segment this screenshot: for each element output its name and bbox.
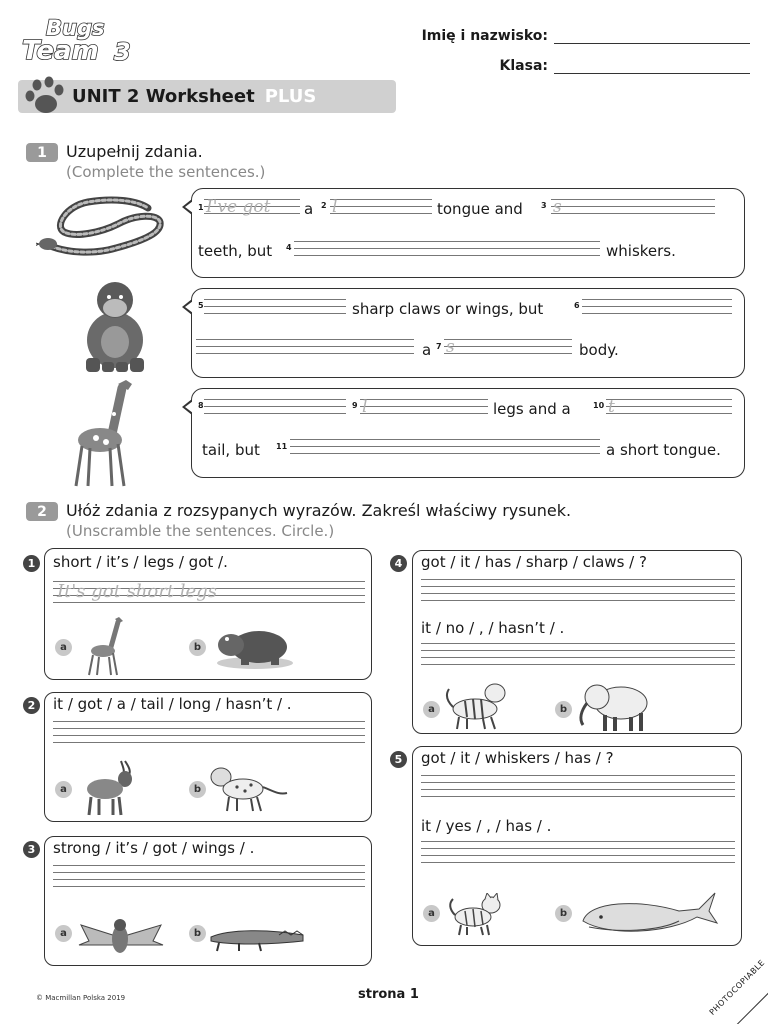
item-3-words: strong / it’s / got / wings / . [53, 839, 255, 857]
item-3-answer-lines[interactable] [53, 859, 365, 887]
text-tail-but: tail, but [202, 441, 260, 459]
item-1-box [44, 548, 372, 680]
exercise-2-subtitle: (Unscramble the sentences. Circle.) [66, 522, 335, 540]
item-1-giraffe-picture[interactable] [85, 615, 129, 677]
logo-team: Team [22, 36, 99, 66]
photocopiable-corner [658, 924, 768, 1024]
exercise-1-subtitle: (Complete the sentences.) [66, 163, 266, 181]
item-3-number: 3 [23, 841, 40, 858]
item-5-cat-picture[interactable] [445, 893, 505, 937]
class-line[interactable] [554, 60, 750, 74]
item-2-number: 2 [23, 697, 40, 714]
unit-title-bar [18, 80, 396, 113]
gap-2-hint: l [332, 197, 338, 217]
text-a: a [304, 200, 314, 218]
item-4-words-2: it / no / , / hasn’t / . [421, 619, 565, 637]
exercise-1-title: Uzupełnij zdania. [66, 142, 203, 161]
item-3-option-a[interactable]: a [55, 925, 72, 942]
gap-10-lines[interactable] [606, 393, 732, 414]
gap-3-lines[interactable] [551, 193, 715, 214]
gap-8-number: 8 [198, 401, 204, 410]
gap-1-number: 1 [198, 203, 204, 212]
gap-6-lines[interactable] [582, 293, 732, 314]
exercise-2-number: 2 [26, 502, 58, 521]
paw-icon [22, 76, 66, 116]
copyright: © Macmillan Polska 2019 [36, 994, 126, 1002]
item-5-option-b[interactable]: b [555, 905, 572, 922]
gap-5-lines[interactable] [204, 293, 346, 314]
gap-7-number: 7 [436, 342, 442, 351]
exercise-2-title: Ułóż zdania z rozsypanych wyrazów. Zakreśl właściwy rysunek. [66, 501, 572, 520]
item-1-option-a[interactable]: a [55, 639, 72, 656]
item-2-leopard-picture[interactable] [207, 763, 289, 813]
gap-7-hint: s [446, 337, 455, 357]
item-3-crocodile-picture[interactable] [209, 923, 305, 953]
gap-6-continued-lines[interactable] [196, 333, 414, 354]
sentence-box-gorilla [191, 288, 745, 378]
unit-title: UNIT 2 Worksheet [72, 86, 255, 107]
item-2-box [44, 692, 372, 822]
gap-3-hint: s [553, 197, 562, 217]
gap-3-number: 3 [541, 201, 547, 210]
item-4-box [412, 550, 742, 734]
gap-9-lines[interactable] [360, 393, 488, 414]
photocopiable-label: PHOTOCOPIABLE [707, 958, 767, 1017]
item-4-words: got / it / has / sharp / claws / ? [421, 553, 647, 571]
item-3-box [44, 836, 372, 966]
text-short-tongue: a short tongue. [606, 441, 721, 459]
logo-bugs: Bugs [46, 16, 105, 40]
class-field[interactable] [500, 58, 750, 74]
item-3-option-b[interactable]: b [189, 925, 206, 942]
item-2-words: it / got / a / tail / long / hasn’t / . [53, 695, 292, 713]
item-1-words: short / it’s / legs / got /. [53, 553, 228, 571]
exercise-1-number: 1 [26, 143, 58, 162]
gap-11-lines[interactable] [290, 433, 600, 454]
logo-number: 3 [114, 38, 131, 66]
text-body: body. [579, 341, 619, 359]
gap-2-lines[interactable] [330, 193, 432, 214]
item-2-goat-picture[interactable] [81, 757, 141, 817]
sentence-box-giraffe [191, 388, 745, 478]
gap-4-number: 4 [286, 243, 292, 252]
gap-8-lines[interactable] [204, 393, 346, 414]
item-5-option-a[interactable]: a [423, 905, 440, 922]
text-legs-and-a: legs and a [493, 400, 571, 418]
text-sharp-claws: sharp claws or wings, but [352, 300, 544, 318]
bugs-team-logo [20, 16, 132, 70]
page-number: strona 1 [358, 987, 419, 1002]
gap-9-hint: l [362, 397, 368, 417]
gap-6-number: 6 [574, 301, 580, 310]
gap-7-lines[interactable] [444, 333, 572, 354]
item-4-tiger-picture[interactable] [443, 681, 511, 731]
item-5-answer-lines-2[interactable] [421, 835, 735, 863]
name-label: Imię i nazwisko: [421, 28, 548, 44]
gap-10-hint: t [608, 397, 615, 417]
item-2-option-b[interactable]: b [189, 781, 206, 798]
item-4-answer-lines-2[interactable] [421, 637, 735, 665]
gap-5-number: 5 [198, 301, 204, 310]
item-1-option-b[interactable]: b [189, 639, 206, 656]
item-5-answer-lines[interactable] [421, 769, 735, 797]
class-label: Klasa: [499, 58, 548, 74]
item-5-box [412, 746, 742, 946]
giraffe-illustration [66, 374, 152, 490]
item-4-elephant-picture[interactable] [575, 679, 653, 733]
item-3-parrot-picture[interactable] [75, 915, 165, 961]
text-a-2: a [422, 341, 432, 359]
gorilla-illustration [80, 278, 150, 374]
item-1-example-answer: It's got short legs [57, 581, 217, 602]
item-1-number: 1 [23, 555, 40, 572]
gap-11-number: 11 [276, 442, 288, 451]
gap-4-lines[interactable] [294, 235, 600, 256]
item-4-option-b[interactable]: b [555, 701, 572, 718]
gap-9-number: 9 [352, 401, 358, 410]
item-4-answer-lines[interactable] [421, 573, 735, 601]
item-5-number: 5 [390, 751, 407, 768]
item-4-option-a[interactable]: a [423, 701, 440, 718]
text-teeth-but: teeth, but [198, 242, 273, 260]
item-5-words-2: it / yes / , / has / . [421, 817, 552, 835]
name-line[interactable] [554, 30, 750, 44]
sentence-box-snake [191, 188, 745, 278]
gap-10-number: 10 [593, 401, 605, 410]
item-2-option-a[interactable]: a [55, 781, 72, 798]
unit-plus: PLUS [264, 86, 317, 107]
item-2-answer-lines[interactable] [53, 715, 365, 743]
item-5-words: got / it / whiskers / has / ? [421, 749, 614, 767]
snake-illustration [36, 192, 168, 264]
text-tongue-and: tongue and [437, 200, 523, 218]
item-4-number: 4 [390, 555, 407, 572]
name-field[interactable] [422, 28, 750, 44]
text-whiskers: whiskers. [606, 242, 676, 260]
gap-2-number: 2 [321, 201, 327, 210]
gap-1-example: I've got [206, 197, 271, 217]
item-1-hippo-picture[interactable] [217, 623, 293, 671]
